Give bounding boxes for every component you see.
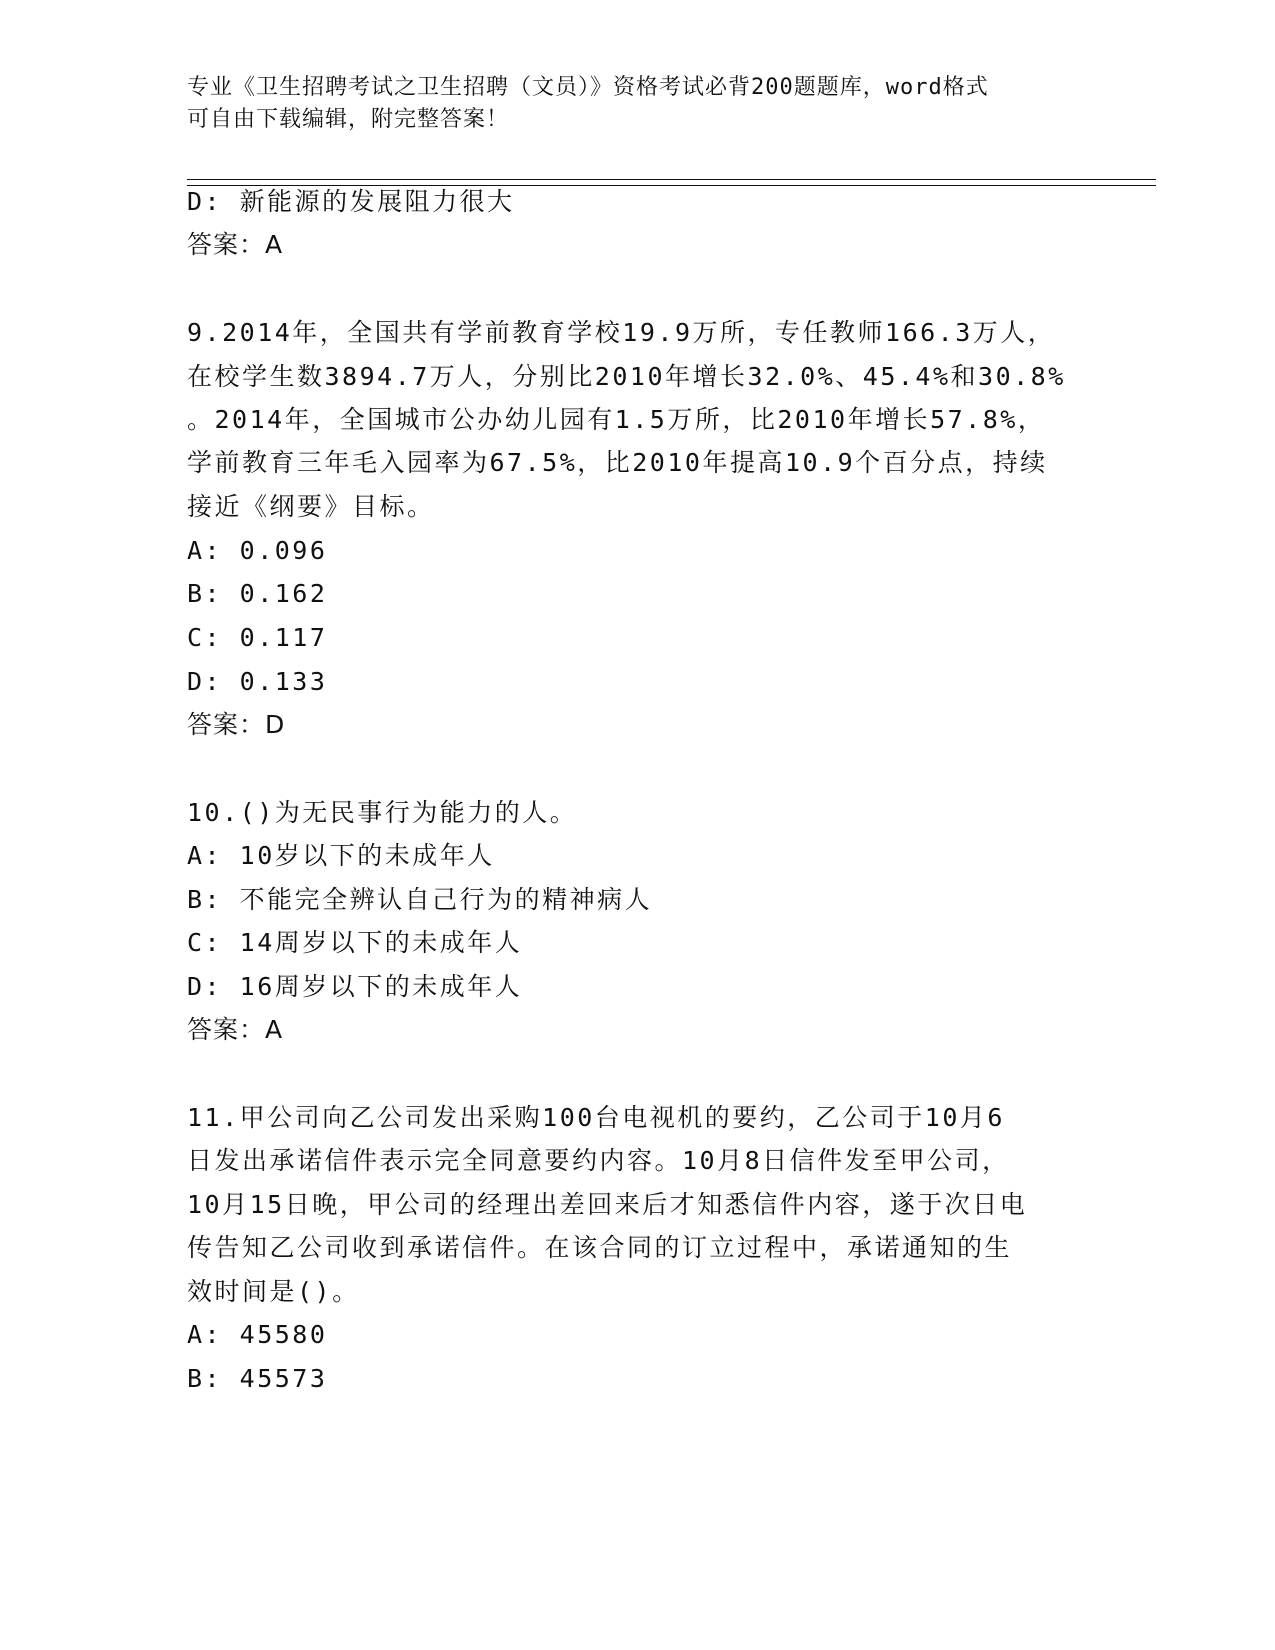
q9-text-line-4: 学前教育三年毛入园率为67.5%，比2010年提高10.9个百分点，持续 [187,448,1048,477]
q11-text-line-4: 传告知乙公司收到承诺信件。在该合同的订立过程中，承诺通知的生 [187,1233,1013,1262]
header-rule-top [187,179,1156,180]
q9-option-b: B: 0.162 [187,579,328,608]
q10-text-line-1: 10.()为无民事行为能力的人。 [187,798,578,827]
header-line-2: 可自由下载编辑，附完整答案！ [187,107,510,132]
q9-text-line-3: 。2014年，全国城市公办幼儿园有1.5万所，比2010年增长57.8%， [187,405,1046,434]
q10-option-c: C: 14周岁以下的未成年人 [187,928,523,957]
q9-text-line-1: 9.2014年，全国共有学前教育学校19.9万所，专任教师166.3万人， [187,318,1056,347]
document-header [187,72,1087,136]
q10-option-d: D: 16周岁以下的未成年人 [187,972,523,1001]
q11-option-b: B: 45573 [187,1364,328,1393]
q9-option-c: C: 0.117 [187,623,328,652]
q11-option-a: A: 45580 [187,1320,328,1349]
q9-option-a: A: 0.096 [187,536,328,565]
prev-option-d: D: 新能源的发展阻力很大 [187,187,515,216]
q11-text-line-1: 11.甲公司向乙公司发出采购100台电视机的要约，乙公司于10月6 [187,1103,1005,1132]
prev-answer: 答案：A [187,230,284,259]
q9-answer: 答案：D [187,710,286,739]
q11-text-line-5: 效时间是()。 [187,1277,360,1306]
header-line-1: 专业《卫生招聘考试之卫生招聘（文员）》资格考试必背200题题库，word格式 [187,75,989,100]
q9-text-line-2: 在校学生数3894.7万人，分别比2010年增长32.0%、45.4%和30.8% [187,362,1066,391]
q11-text-line-3: 10月15日晚，甲公司的经理出差回来后才知悉信件内容，遂于次日电 [187,1190,1028,1219]
q9-option-d: D: 0.133 [187,667,328,696]
q10-option-a: A: 10岁以下的未成年人 [187,841,495,870]
q10-answer: 答案：A [187,1015,284,1044]
q10-option-b: B: 不能完全辨认自己行为的精神病人 [187,885,653,914]
q9-text-line-5: 接近《纲要》目标。 [187,492,435,521]
q11-text-line-2: 日发出承诺信件表示完全同意要约内容。10月8日信件发至甲公司， [187,1146,1010,1175]
